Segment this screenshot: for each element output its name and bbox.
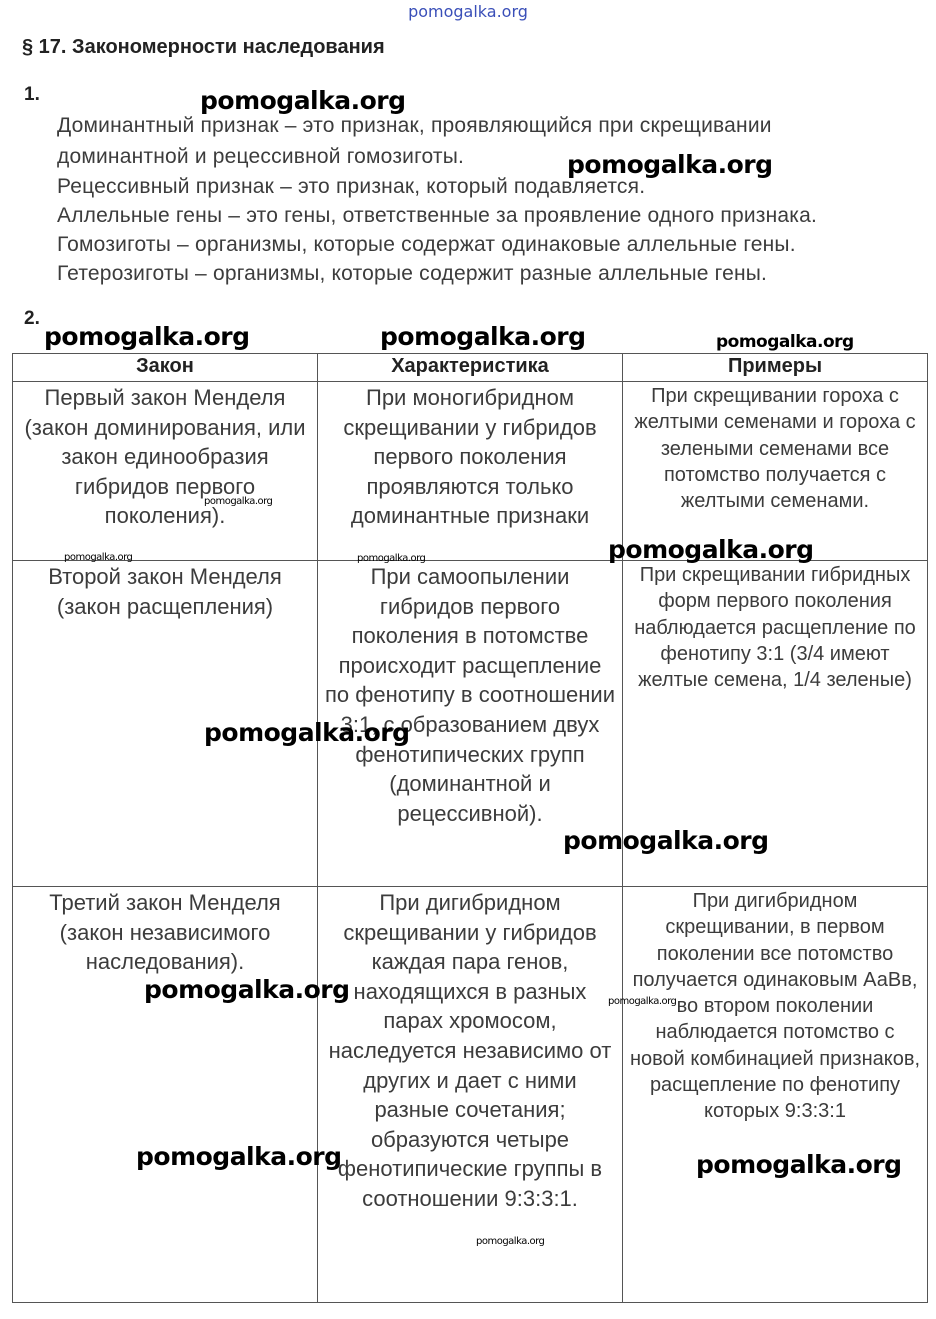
column-header-examples: Примеры	[623, 354, 928, 382]
definition-allelic-genes: Аллельные гены – это гены, ответственные за проявление одного признака.	[57, 204, 818, 227]
watermark: pomogalka.org	[608, 535, 814, 564]
column-header-characteristic: Характеристика	[318, 354, 623, 382]
definition-dominant	[57, 110, 919, 172]
watermark: pomogalka.org	[696, 1150, 902, 1179]
watermark: pomogalka.org	[608, 996, 677, 1007]
characteristic-cell: При самоопылении гибридов первого поколения в потомстве происходит расщепление по фенотипу в соотношении 3:1, с образованием двух фенотипических групп (доминантной и рецессивной).	[318, 561, 623, 887]
watermark: pomogalka.org	[563, 826, 769, 855]
watermark: pomogalka.org	[567, 150, 773, 179]
law-cell: Третий закон Менделя (закон независимого наследования).	[13, 887, 318, 1303]
characteristic-cell: При моногибридном скрещивании у гибридов первого поколения проявляются только доминантные признаки	[318, 382, 623, 561]
column-header-law: Закон	[13, 354, 318, 382]
watermark: pomogalka.org	[357, 553, 426, 564]
watermark: pomogalka.org	[200, 86, 406, 115]
site-watermark-top[interactable]: pomogalka.org	[408, 2, 528, 21]
example-cell: При скрещивании гибридных форм первого поколения наблюдается расщепление по фенотипу 3:1 (3/4 имеют желтые семена, 1/4 зеленые)	[623, 561, 928, 887]
definition-line: доминантной и рецессивной гомозиготы.	[57, 145, 465, 168]
watermark: pomogalka.org	[204, 496, 273, 507]
page-title: § 17. Закономерности наследования	[22, 36, 385, 58]
definition-line: Доминантный признак – это признак, проявляющийся при скрещивании	[57, 114, 772, 137]
watermark: pomogalka.org	[380, 322, 586, 351]
definition-heterozygotes: Гетерозиготы – организмы, которые содержит разные аллельные гены.	[57, 262, 768, 285]
definitions-block	[57, 110, 919, 288]
watermark: pomogalka.org	[44, 322, 250, 351]
law-cell: Первый закон Менделя (закон доминирования, или закон единообразия гибридов первого поколения).	[13, 382, 318, 561]
watermark: pomogalka.org	[144, 975, 350, 1004]
table-row	[13, 382, 928, 561]
table-header-row	[13, 354, 928, 382]
definition-recessive: Рецессивный признак – это признак, который подавляется.	[57, 175, 646, 198]
section-number-2: 2.	[24, 308, 40, 329]
example-cell: При дигибридном скрещивании, в первом поколении все потомство получается одинаковым АаВв, во втором поколении наблюдается потомство с новой комбинацией признаков, расщепление по фенотипу которых 9:3:3:1	[623, 887, 928, 1303]
law-cell: Второй закон Менделя (закон расщепления)	[13, 561, 318, 887]
example-cell: При скрещивании гороха с желтыми семенами и гороха с зелеными семенами все потомство получается с желтыми семенами.	[623, 382, 928, 561]
watermark: pomogalka.org	[204, 718, 410, 747]
table-row	[13, 887, 928, 1303]
definition-homozygotes: Гомозиготы – организмы, которые содержат одинаковые аллельные гены.	[57, 233, 796, 256]
watermark: pomogalka.org	[136, 1142, 342, 1171]
watermark: pomogalka.org	[64, 552, 133, 563]
characteristic-cell: При дигибридном скрещивании у гибридов каждая пара генов, находящихся в разных парах хромосом, наследуется независимо от других и дает с ними разные сочетания; образуются четыре фенотипические группы в соотношении 9:3:3:1.	[318, 887, 623, 1303]
section-number-1: 1.	[24, 84, 40, 105]
table-row	[13, 561, 928, 887]
watermark: pomogalka.org	[476, 1236, 545, 1247]
watermark: pomogalka.org	[716, 332, 854, 352]
